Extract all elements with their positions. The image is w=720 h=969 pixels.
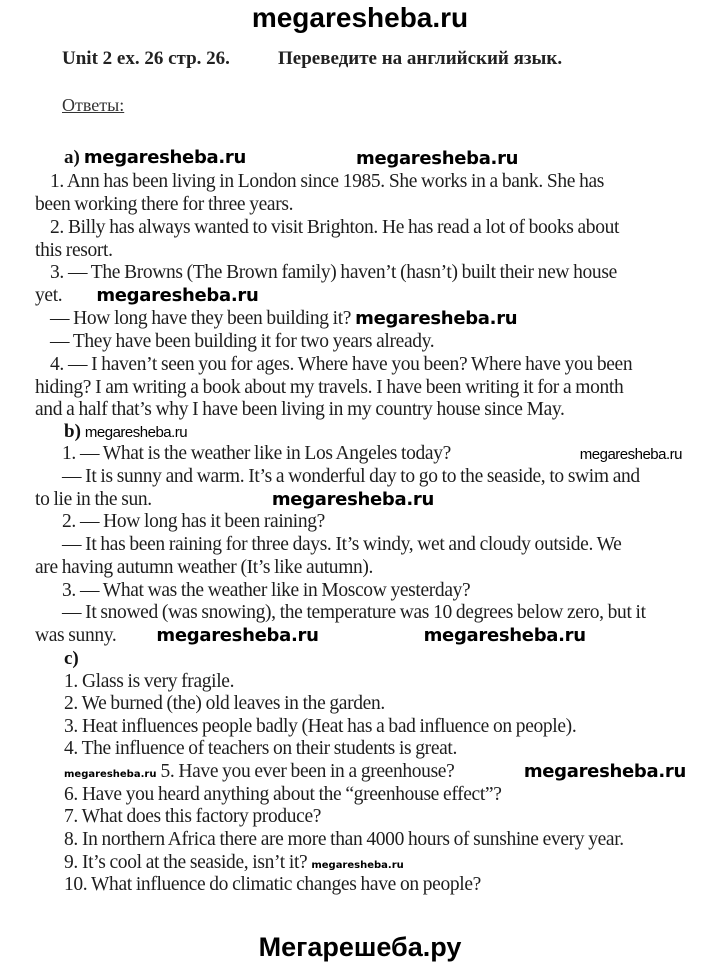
answer-row xyxy=(35,194,293,216)
answers-label: Ответы: xyxy=(62,95,125,115)
answer-row xyxy=(62,443,682,465)
answer-line: was sunny. xyxy=(35,625,117,646)
answer-row xyxy=(64,716,576,738)
answer-row xyxy=(62,511,325,533)
site-watermark-bottom: Мегарешеба.ру xyxy=(258,932,462,962)
answer-row xyxy=(50,354,632,376)
answer-line: been working there for three years. xyxy=(35,194,294,215)
answer-line: 3. Heat influences people badly (Heat has a bad influence on people). xyxy=(64,716,577,737)
answer-line: are having autumn weather (It’s like autumn). xyxy=(35,557,374,578)
answer-row xyxy=(64,761,686,783)
answer-line: 4. The influence of teachers on their students is great. xyxy=(64,738,458,759)
answer-row xyxy=(35,399,565,421)
inline-watermark: megaresheba.ru xyxy=(523,761,686,782)
answer-line: 2. — How long has it been raining? xyxy=(62,511,325,532)
answer-line: 3. — What was the weather like in Moscow yesterday? xyxy=(62,580,471,601)
section-b-header-row xyxy=(64,421,187,443)
answer-row xyxy=(64,806,321,828)
answer-line: — They have been building it for two years already. xyxy=(50,331,435,352)
answer-line: hiding? I am writing a book about my travels. I have been writing it for a month xyxy=(35,377,624,398)
answer-line: 3. — The Browns (The Brown family) haven’t (hasn’t) built their new house xyxy=(50,262,617,283)
answer-row xyxy=(62,534,621,556)
section-a-header-row xyxy=(64,147,246,169)
answer-line: 7. What does this factory produce? xyxy=(64,806,322,827)
inline-watermark: megaresheba.ru xyxy=(64,769,157,780)
answer-row xyxy=(35,240,113,262)
answer-row xyxy=(35,625,586,647)
answer-row xyxy=(64,693,385,715)
answer-line: 10. What influence do climatic changes have on people? xyxy=(64,874,481,895)
answer-line: — How long have they been building it? xyxy=(50,308,352,329)
answer-line: and a half that’s why I have been living in my country house since May. xyxy=(35,399,565,420)
inline-watermark: megaresheba.ru xyxy=(96,285,259,306)
inline-watermark: megaresheba.ru xyxy=(355,308,518,329)
inline-watermark: megaresheba.ru xyxy=(83,147,247,168)
answer-row xyxy=(35,377,623,399)
answer-line: — It snowed (was snowing), the temperature was 10 degrees below zero, but it xyxy=(62,602,646,623)
answer-row xyxy=(62,602,646,624)
answer-row xyxy=(50,171,604,193)
section-c-label: c) xyxy=(64,648,79,669)
answer-line: 1. Glass is very fragile. xyxy=(64,671,235,692)
answer-row xyxy=(35,489,434,511)
inline-watermark: megaresheba.ru xyxy=(156,625,319,646)
inline-watermark: megaresheba.ru xyxy=(311,860,404,871)
answer-line: 5. Have you ever been in a greenhouse? xyxy=(160,761,455,782)
answer-row xyxy=(35,285,259,307)
answer-line: — It has been raining for three days. It’s windy, wet and cloudy outside. We xyxy=(62,534,622,555)
answer-row xyxy=(64,829,624,851)
answer-row xyxy=(64,671,234,693)
answer-row xyxy=(64,784,502,806)
answer-row xyxy=(62,466,640,488)
inline-watermark: megaresheba.ru xyxy=(84,424,188,441)
answer-line: this resort. xyxy=(35,240,113,261)
answer-line: yet. xyxy=(35,285,63,306)
section-c-header-row xyxy=(64,648,79,670)
answer-row xyxy=(50,308,517,330)
task-instruction: Переведите на английский язык. xyxy=(278,48,563,69)
answer-line: 2. Billy has always wanted to visit Brighton. He has read a lot of books about xyxy=(50,217,620,238)
answer-line: 9. It’s cool at the seaside, isn’t it? xyxy=(64,852,308,873)
site-watermark-top: megaresheba.ru xyxy=(251,2,469,33)
inline-watermark: megaresheba.ru xyxy=(579,446,682,463)
answer-row xyxy=(35,557,373,579)
answer-line: to lie in the sun. xyxy=(35,489,152,510)
section-a-label: a) xyxy=(64,147,80,168)
answer-line: — It is sunny and warm. It’s a wonderful day to go to the seaside, to swim and xyxy=(62,466,640,487)
inline-watermark: megaresheba.ru xyxy=(423,625,586,646)
inline-watermark: megaresheba.ru xyxy=(271,489,434,510)
answer-row xyxy=(64,738,457,760)
answer-row xyxy=(50,217,619,239)
answer-row xyxy=(64,852,404,874)
answer-line: 1. Ann has been living in London since 1985. She works in a bank. She has xyxy=(50,171,605,192)
answer-line: 2. We burned (the) old leaves in the garden. xyxy=(64,693,385,714)
answer-row xyxy=(64,874,481,896)
answer-line: 8. In northern Africa there are more than 4000 hours of sunshine every year. xyxy=(64,829,624,850)
inline-watermark: megaresheba.ru xyxy=(356,148,519,169)
answer-line: 6. Have you heard anything about the “greenhouse effect”? xyxy=(64,784,502,805)
answer-row xyxy=(62,580,470,602)
answer-row xyxy=(50,262,617,284)
exercise-reference: Unit 2 ex. 26 стр. 26. xyxy=(62,48,230,69)
answer-line: 1. — What is the weather like in Los Angeles today? xyxy=(62,443,451,464)
answer-row xyxy=(50,331,434,353)
answer-line: 4. — I haven’t seen you for ages. Where have you been? Where have you been xyxy=(50,354,633,375)
section-b-label: b) xyxy=(64,421,81,442)
